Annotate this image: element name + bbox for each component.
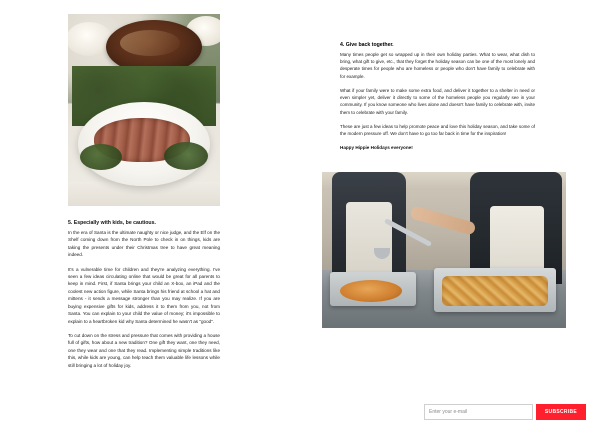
left-paragraph-2: It's a vulnerable time for children and they're analyzing everything. I've seen a few ideas circulating online that would be great for all parents to keep in mind. First, if Santa brings your child an X-box, an iPad and the coolest new action figure, while Santa brings his friend at school a hat and mittens - it sends a message stronger than you may realize. If you are buying expensive gifts for kids, address it to them from you, not from Santa. You can explain to your child the value of money; it's impossible to explain to a heartbroken kid why Santa determined he wasn't as "good". <box>68 266 220 324</box>
photo-bowl-left <box>68 22 112 56</box>
right-section-heading: 4. Give back together. <box>340 42 394 48</box>
right-paragraph-3: These are just a few ideas to help promote peace and love this holiday season, and take some of the modern pressure off. We don't have to go too far back in time for the inspiration! <box>340 124 535 137</box>
pasta-dish <box>442 276 548 306</box>
soup-pan <box>340 280 402 302</box>
subscribe-button[interactable]: SUBSCRIBE <box>536 404 586 420</box>
photo-garnish-left <box>80 144 122 170</box>
subscribe-bar <box>424 404 586 420</box>
left-column <box>68 14 220 376</box>
left-section-heading: 5. Especially with kids, be cautious. <box>68 220 156 226</box>
left-paragraph-1: In the era of Santa is the ultimate naughty or nice judge, and the Elf on the Shelf coming down from the North Pole to check in on things, kids are taking the presents under their Christmas tree to have great meaning indeed. <box>68 229 220 258</box>
holiday-dinner-photo <box>68 14 220 206</box>
volunteer-left-apron <box>346 202 392 276</box>
left-paragraph-3: To cut down on the stress and pressure that comes with providing a house full of gifts, how about a new tradition? One gift they want, one they need, one they wear and one that they read. Implementing simple traditions like this, while kids are young, can help teach them valuable life lessons while still bringing a lot of holiday joy. <box>68 333 220 368</box>
email-input[interactable] <box>424 404 533 420</box>
right-column <box>340 42 535 150</box>
photo-garnish-right <box>164 142 208 170</box>
sign-off-line: Happy Hippie Holidays everyone! <box>340 144 413 150</box>
left-article-text <box>68 220 220 369</box>
right-paragraph-2: What if your family were to make some extra food, and deliver it together to a shelter in need or even simpler yet, deliver it directly to some of the homeless people you regularly see in your community. If you know someone who lives alone and doesn't have family to celebrate with, invite them to celebrate with your family. <box>340 87 535 115</box>
volunteers-serving-food-photo <box>322 172 566 328</box>
right-paragraph-1: Many times people get so wrapped up in their own holiday parties. What to wear, what dish to bring, what gift to give, etc., that they forget the holiday season can be one of the most lonely and desperate times for people who are homeless or people who don't have family to celebrate with for example. <box>340 51 535 79</box>
